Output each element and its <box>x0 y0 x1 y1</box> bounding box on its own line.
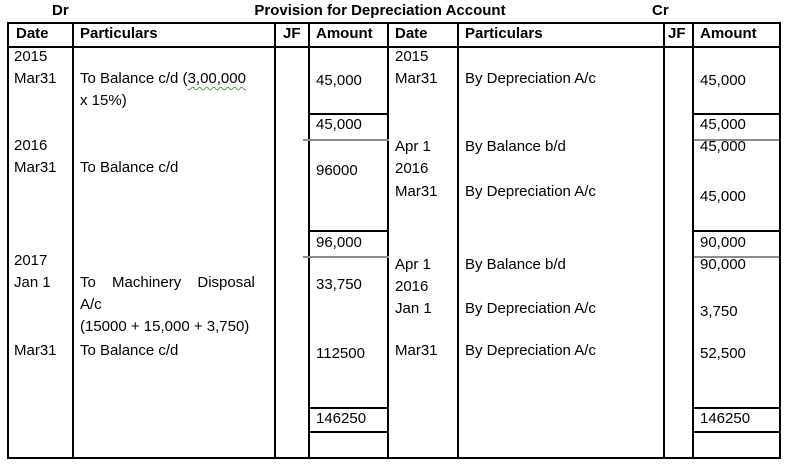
debit-entry-year: 2017 <box>14 252 48 269</box>
account-title: Provision for Depreciation Account <box>254 2 506 19</box>
credit-entry-year: 2015 <box>395 48 429 65</box>
credit-entry-amount: 45,000 <box>700 188 746 205</box>
credit-entry-particulars: By Depreciation A/c <box>465 342 596 359</box>
credit-amount-header: Amount <box>700 25 757 42</box>
debit-amount-header: Amount <box>316 25 373 42</box>
dr-label: Dr <box>52 2 69 19</box>
debit-entry-particulars <box>80 69 246 89</box>
debit-entry-particulars-line2: x 15%) <box>80 92 127 109</box>
credit-entry-amount: 45,000 <box>700 138 746 155</box>
header-row-divider <box>7 46 781 48</box>
debit-entry-particulars: To Machinery Disposal <box>80 274 255 291</box>
debit-entry-particulars-line2: A/c <box>80 296 102 313</box>
debit-entry-amount: 33,750 <box>316 276 362 293</box>
credit-entry-particulars: By Depreciation A/c <box>465 70 596 87</box>
debit-entry-year: 2015 <box>14 48 48 65</box>
credit-entry-date: Mar31 <box>395 342 438 359</box>
debit-entry-amount: 112500 <box>316 345 365 362</box>
cr-label: Cr <box>652 2 669 19</box>
column-divider-debit-date <box>72 22 74 459</box>
credit-particulars-header: Particulars <box>465 25 543 42</box>
credit-date-header: Date <box>395 25 428 42</box>
debit-entry-year: 2016 <box>14 137 48 154</box>
credit-total-rule-top <box>692 230 779 232</box>
credit-entry-date: Apr 1 <box>395 256 431 273</box>
credit-total-first: 45,000 <box>700 116 746 133</box>
credit-entry-particulars: By Balance b/d <box>465 256 566 273</box>
debit-total-rule-top <box>308 230 389 232</box>
debit-entry-date: Jan 1 <box>14 274 51 291</box>
column-divider-center <box>387 22 389 459</box>
table-border-right <box>779 22 781 459</box>
debit-entry-date: Mar31 <box>14 342 57 359</box>
debit-particulars-header: Particulars <box>80 25 158 42</box>
credit-entry-date: Apr 1 <box>395 138 431 155</box>
credit-entry-particulars: By Depreciation A/c <box>465 300 596 317</box>
column-divider-credit-jf <box>692 22 694 459</box>
column-divider-credit-date <box>457 22 459 459</box>
credit-grand-total: 146250 <box>700 410 751 427</box>
column-divider-debit-jf <box>308 22 310 459</box>
debit-grand-total-rule-bottom <box>308 431 389 433</box>
debit-entry-amount: 45,000 <box>316 72 362 89</box>
credit-total-second: 90,000 <box>700 234 746 251</box>
debit-total-underline <box>303 139 389 141</box>
debit-entry-particulars: To Balance c/d <box>80 342 179 359</box>
debit-total-second: 96,000 <box>316 234 362 251</box>
credit-entry-amount: 3,750 <box>700 303 738 320</box>
debit-entry-particulars-line3: (15000 + 15,000 + 3,750) <box>80 318 250 335</box>
credit-entry-particulars: By Depreciation A/c <box>465 183 596 200</box>
credit-entry-amount: 45,000 <box>700 72 746 89</box>
credit-grand-total-rule-bottom <box>692 431 779 433</box>
credit-jf-header: JF <box>668 25 686 42</box>
debit-entry-date: Mar31 <box>14 159 57 176</box>
debit-entry-particulars: To Balance c/d <box>80 159 179 176</box>
debit-date-header: Date <box>16 25 49 42</box>
credit-entry-particulars: By Balance b/d <box>465 138 566 155</box>
credit-entry-date: Mar31 <box>395 70 438 87</box>
credit-entry-amount: 52,500 <box>700 345 746 362</box>
credit-entry-amount: 90,000 <box>700 256 746 273</box>
table-border-left <box>7 22 9 459</box>
debit-jf-header: JF <box>283 25 301 42</box>
credit-entry-date: Mar31 <box>395 183 438 200</box>
spellchecked-amount-text: 3,00,000 <box>187 70 246 87</box>
particulars-text: To Balance c/d ( <box>80 70 188 87</box>
debit-grand-total: 146250 <box>316 410 367 427</box>
debit-total-first: 45,000 <box>316 116 362 133</box>
column-divider-credit-particulars <box>663 22 665 459</box>
column-divider-debit-particulars <box>274 22 276 459</box>
credit-entry-date: Jan 1 <box>395 300 432 317</box>
debit-entry-amount: 96000 <box>316 162 358 179</box>
debit-entry-date: Mar31 <box>14 70 57 87</box>
credit-entry-year: 2016 <box>395 278 429 295</box>
credit-entry-year: 2016 <box>395 160 429 177</box>
debit-total-underline <box>303 256 389 258</box>
